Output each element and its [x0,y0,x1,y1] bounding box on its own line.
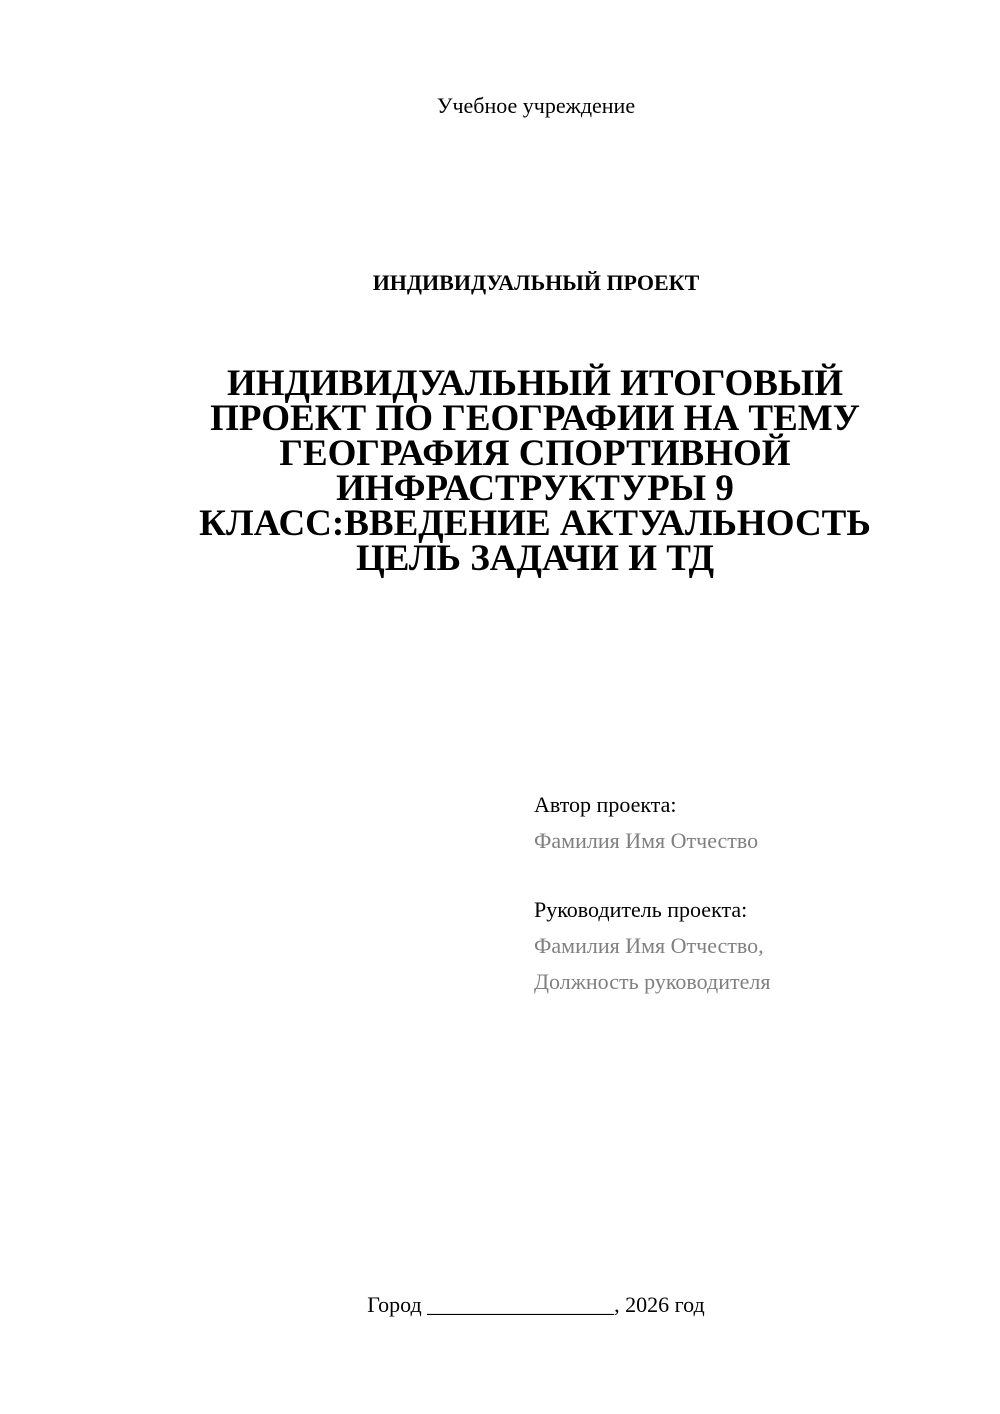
author-label: Автор проекта: [534,792,677,817]
project-title-line: ПРОЕКТ ПО ГЕОГРАФИИ НА ТЕМУ [210,398,860,439]
project-title-line: ЦЕЛЬ ЗАДАЧИ И ТД [355,538,715,579]
project-title-line: ГЕОГРАФИЯ СПОРТИВНОЙ [279,433,791,474]
project-title-line: КЛАСС:ВВЕДЕНИЕ АКТУАЛЬНОСТЬ [199,503,871,544]
city-year-footer: Город _________________, 2026 год [367,1292,705,1317]
supervisor-block [534,892,974,1000]
project-title [170,363,900,579]
document-type: ИНДИВИДУАЛЬНЫЙ ПРОЕКТ [372,270,700,295]
author-block [534,787,974,859]
author-name: Фамилия Имя Отчество [534,828,759,853]
supervisor-label: Руководитель проекта: [534,897,748,922]
project-title-line: ИНФРАСТРУКТУРЫ 9 [336,468,734,509]
institution-name: Учебное учреждение [436,93,636,118]
supervisor-name: Фамилия Имя Отчество, [534,933,764,958]
project-title-line: ИНДИВИДУАЛЬНЫЙ ИТОГОВЫЙ [226,363,844,404]
supervisor-position: Должность руководителя [534,969,771,994]
